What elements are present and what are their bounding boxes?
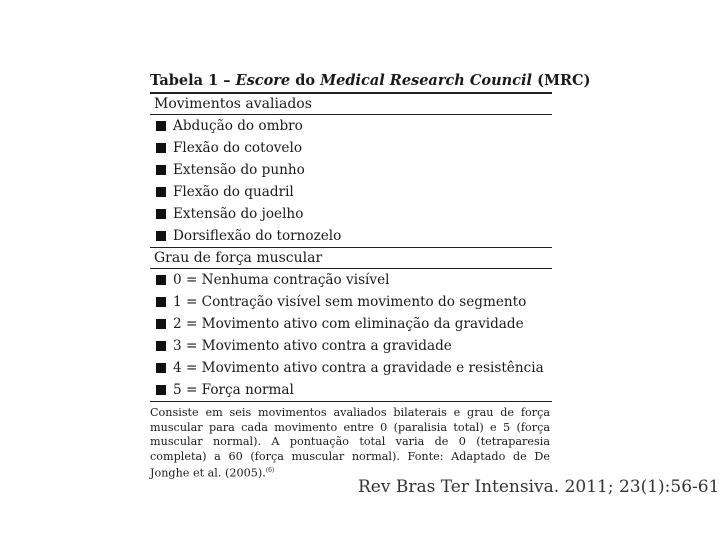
movement-row — [150, 159, 552, 181]
grade-label: 3 = Movimento ativo contra a gravidade — [173, 338, 452, 354]
movement-label: Flexão do cotovelo — [173, 140, 303, 156]
grade-label: 5 = Força normal — [173, 382, 294, 398]
movement-label: Extensão do joelho — [173, 206, 304, 222]
square-bullet-icon — [156, 275, 166, 285]
square-bullet-icon — [156, 187, 166, 197]
square-bullet-icon — [156, 385, 166, 395]
section-movements-header: Movimentos avaliados — [154, 96, 312, 112]
movement-label: Abdução do ombro — [173, 118, 303, 134]
title-mid: do — [290, 72, 321, 89]
square-bullet-icon — [156, 341, 166, 351]
grade-row — [150, 357, 552, 379]
square-bullet-icon — [156, 363, 166, 373]
movement-row — [150, 225, 552, 247]
table-title — [150, 72, 591, 92]
footnote-text: Consiste em seis movimentos avaliados bilaterais e grau de força muscular para cada movimento entre 0 (paralisia total) e 5 (força muscular normal). A pontuação total varia de 0 (tetraparesia completa) a 60 (força muscular normal). Fonte: Adaptado de De Jonghe et al. (2005). — [150, 406, 550, 481]
square-bullet-icon — [156, 165, 166, 175]
movement-row — [150, 137, 552, 159]
movement-label: Flexão do quadril — [173, 184, 294, 200]
square-bullet-icon — [156, 297, 166, 307]
movement-row — [150, 115, 552, 137]
title-prefix: Tabela 1 – — [150, 72, 236, 89]
grade-label: 2 = Movimento ativo com eliminação da gravidade — [173, 316, 524, 332]
movement-row — [150, 203, 552, 225]
table-footnote — [150, 406, 552, 482]
movement-row — [150, 181, 552, 203]
square-bullet-icon — [156, 121, 166, 131]
square-bullet-icon — [156, 143, 166, 153]
grade-label: 0 = Nenhuma contração visível — [173, 272, 390, 288]
grade-row — [150, 291, 552, 313]
title-italic-mrc: Medical Research Council — [320, 72, 533, 89]
section-grades-header: Grau de força muscular — [154, 250, 323, 266]
grade-row — [150, 379, 552, 401]
grade-row — [150, 269, 552, 291]
square-bullet-icon — [156, 319, 166, 329]
grade-label: 4 = Movimento ativo contra a gravidade e resistência — [173, 360, 544, 376]
title-italic-escore: Escore — [235, 72, 291, 89]
journal-citation: Rev Bras Ter Intensiva. 2011; 23(1):56-61 — [358, 477, 720, 497]
square-bullet-icon — [156, 231, 166, 241]
grade-row — [150, 335, 552, 357]
grade-row — [150, 313, 552, 335]
bottom-rule — [150, 401, 552, 402]
grade-label: 1 = Contração visível sem movimento do segmento — [173, 294, 527, 310]
movement-label: Extensão do punho — [173, 162, 305, 178]
title-suffix: (MRC) — [532, 72, 591, 89]
footnote-reference: (6) — [265, 467, 275, 475]
square-bullet-icon — [156, 209, 166, 219]
movement-label: Dorsiflexão do tornozelo — [173, 228, 342, 244]
mrc-table — [150, 72, 591, 482]
